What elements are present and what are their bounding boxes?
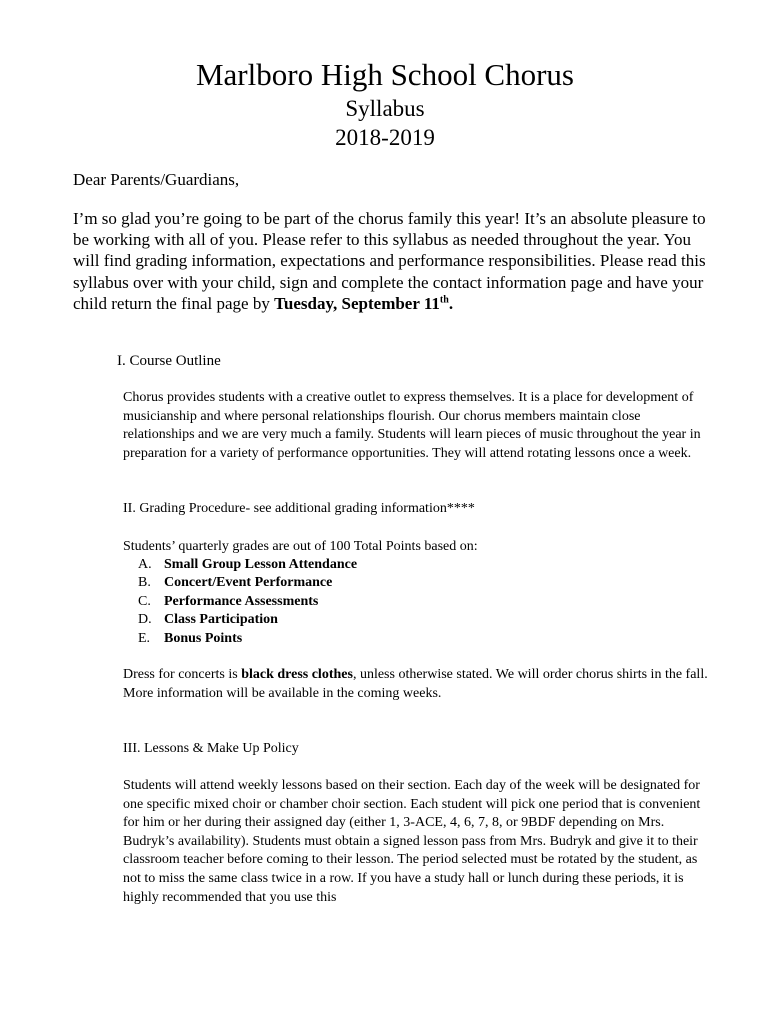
page-subtitle: Syllabus	[345, 96, 425, 121]
deadline-suffix: th	[439, 294, 449, 306]
salutation: Dear Parents/Guardians,	[73, 170, 240, 189]
intro-paragraph	[73, 208, 713, 314]
grading-criteria-list	[138, 556, 357, 648]
list-item: D. Class Participation	[138, 612, 278, 628]
page-title: Marlboro High School Chorus	[195, 57, 574, 92]
list-item: C. Performance Assessments	[138, 593, 319, 609]
section-course-outline-heading: I. Course Outline	[117, 353, 221, 369]
dress-code-bold: black dress clothes	[241, 667, 353, 682]
list-item: B. Concert/Event Performance	[138, 575, 333, 591]
section-lessons-heading: III. Lessons & Make Up Policy	[123, 741, 299, 756]
dress-code-text: Dress for concerts is black dress clothes, unless otherwise stated. We will order chorus shirts in the fall. More information will be available in the coming weeks.	[123, 667, 708, 701]
intro-text: I’m so glad you’re going to be part of the chorus family this year! It’s an absolute pleasure to be working with all of you. Please refer to this syllabus as needed throughout the year. You will find grading information, expectations and performance responsibilities. Please read this syllabus over with your child, sign and complete the contact information page and have your child return the final page by	[73, 209, 706, 313]
school-year: 2018-2019	[335, 125, 435, 150]
list-item: A. Small Group Lesson Attendance	[138, 557, 358, 572]
lessons-policy-text: Students will attend weekly lessons based on their section. Each day of the week will be designated for one specific mixed choir or chamber choir section. Each student will pick one period that is convenient for him or her during their assigned day (either 1, 3-ACE, 4, 6, 7, 8, or 9BDF depending on Mrs. Budryk’s availability). Students must obtain a signed lesson pass from Mrs. Budryk and give it to their classroom teacher before coming to their lesson. The period selected must be rotated by the student, as not to miss the same class twice in a row. If you have a study hall or lunch during these periods, it is highly recommended that you use this	[123, 778, 701, 905]
grading-lead: Students’ quarterly grades are out of 100 Total Points based on:	[123, 539, 478, 554]
deadline-date: September 11th.	[341, 293, 454, 313]
list-item: E. Bonus Points	[138, 630, 243, 646]
deadline-day: Tuesday,	[274, 293, 338, 313]
section-grading-heading: II. Grading Procedure- see additional grading information****	[123, 501, 475, 516]
course-outline-text: Chorus provides students with a creative outlet to express themselves. It is a place for development of musicianship and where personal relationships flourish. Our chorus members maintain close relationships and we are very much a family. Students will learn pieces of music throughout the year in preparation for a variety of performance opportunities. They will attend rotating lessons once a week.	[123, 390, 701, 461]
